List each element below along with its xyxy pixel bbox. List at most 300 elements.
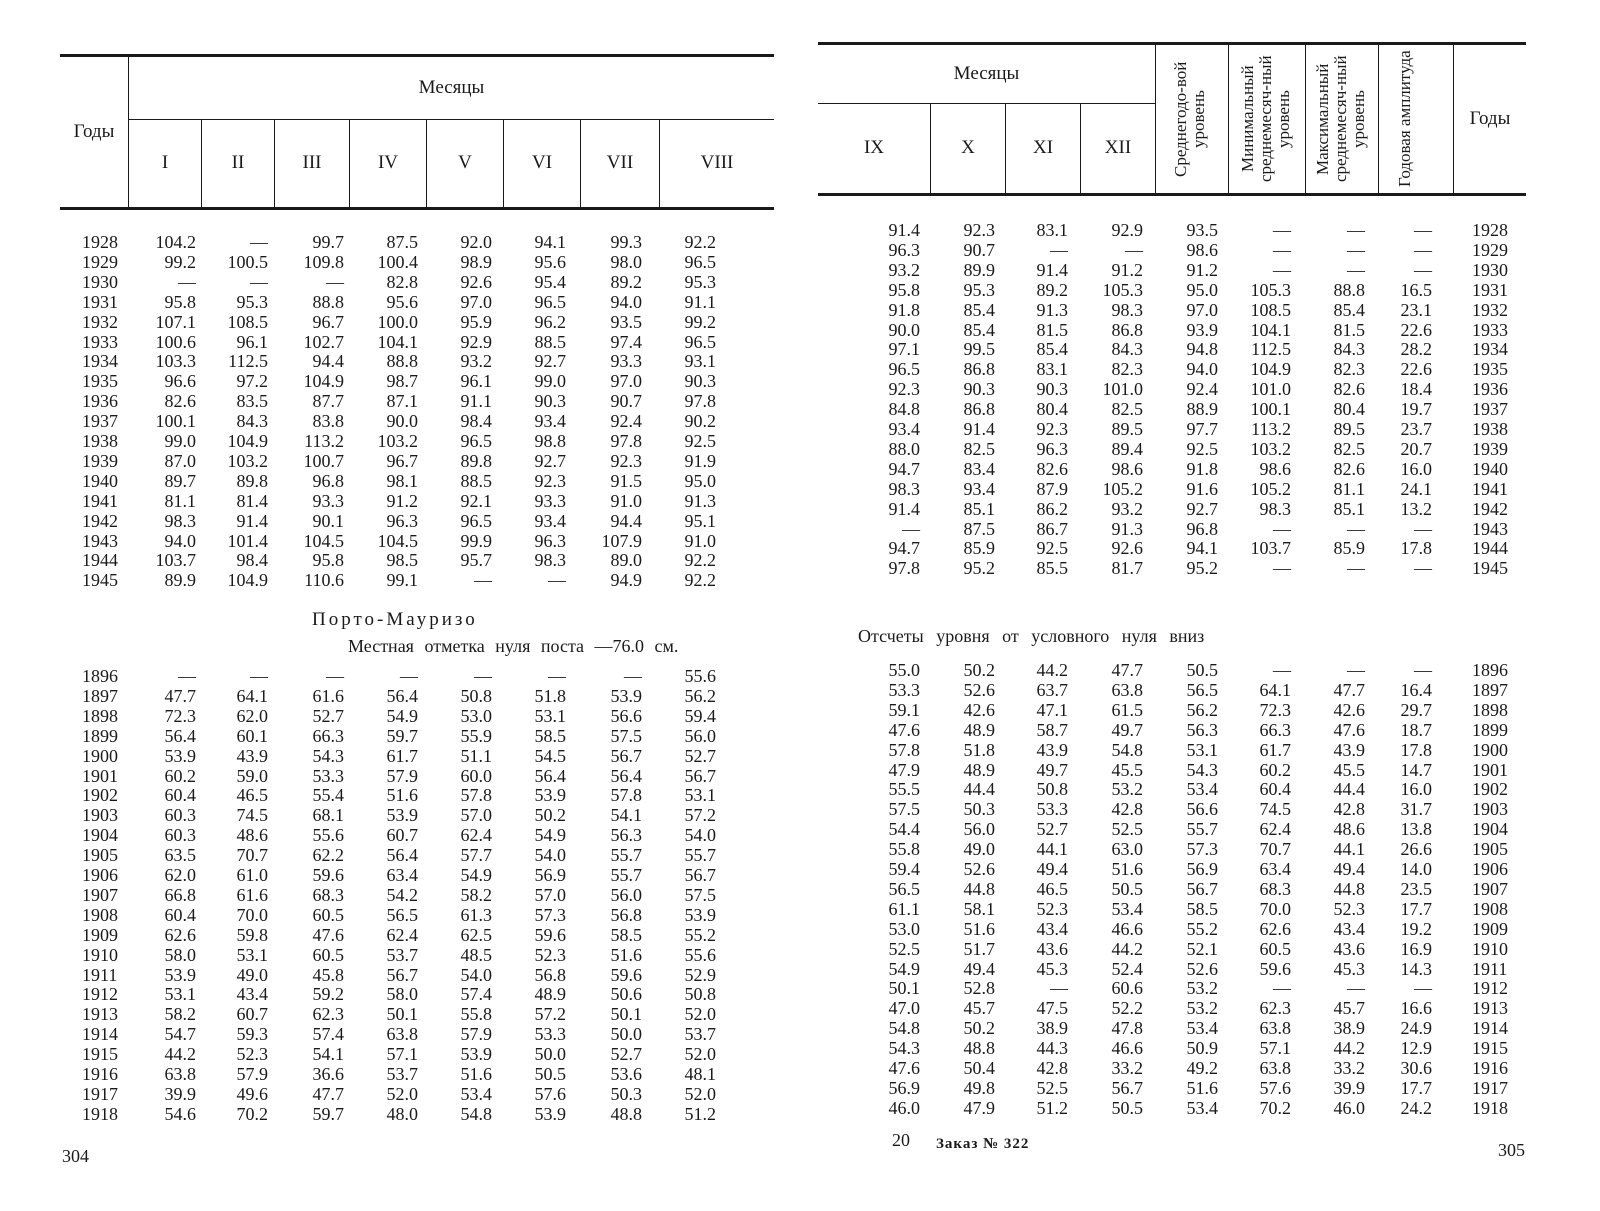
value-cell: 22.6 (1400, 319, 1432, 340)
value-cell: 91.4 (888, 220, 920, 240)
value-cell: 36.6 (312, 1064, 344, 1084)
value-cell: 82.6 (1333, 379, 1365, 400)
value-cell: 47.0 (888, 998, 920, 1019)
year-cell: 1907 (1472, 878, 1508, 899)
value-cell: 89.4 (1111, 438, 1143, 459)
month-header: VIII (700, 152, 734, 174)
value-cell: 52.7 (684, 745, 716, 766)
value-cell: 51.2 (1036, 1097, 1068, 1118)
value-cell: 57.6 (534, 1083, 566, 1104)
value-cell: 86.8 (963, 399, 995, 420)
table-row (0, 292, 800, 312)
value-cell: 53.9 (164, 964, 196, 985)
value-cell: 91.8 (888, 299, 920, 320)
value-cell: 50.2 (534, 805, 566, 826)
value-cell: — (624, 666, 642, 686)
station-note: Отсчеты уровня от условного нуля вниз (858, 626, 1205, 646)
value-cell: 88.8 (1333, 279, 1365, 300)
year-cell: 1915 (82, 1044, 118, 1065)
value-cell: 12.9 (1400, 1038, 1432, 1059)
table-row (0, 746, 800, 766)
table-row (0, 965, 800, 985)
value-cell: 81.5 (1333, 319, 1365, 340)
value-cell: 42.6 (1333, 699, 1365, 720)
value-cell: 70.2 (1259, 1097, 1291, 1118)
value-cell: 57.8 (610, 785, 642, 806)
value-cell: 96.3 (534, 530, 566, 551)
year-cell: 1902 (1472, 779, 1508, 800)
value-cell: 13.8 (1400, 819, 1432, 840)
value-cell: 82.5 (1333, 438, 1365, 459)
value-cell: 51.1 (460, 745, 492, 766)
value-cell: — (1273, 518, 1291, 539)
month-header: IX (818, 103, 931, 193)
year-cell: 1930 (82, 271, 118, 292)
value-cell: 96.8 (1186, 518, 1218, 539)
value-cell: 47.6 (312, 924, 344, 945)
table-row (800, 439, 1600, 459)
value-cell: 17.8 (1400, 739, 1432, 760)
value-cell: 49.0 (963, 839, 995, 860)
value-cell: 52.2 (1111, 998, 1143, 1019)
value-cell: 39.9 (164, 1083, 196, 1104)
table-row (0, 1064, 800, 1084)
value-cell: 49.0 (236, 964, 268, 985)
value-cell: 89.7 (164, 470, 196, 491)
value-cell: 94.0 (610, 291, 642, 312)
value-cell: 103.7 (155, 550, 196, 571)
value-cell: 92.2 (684, 550, 716, 571)
value-cell: 90.0 (888, 319, 920, 340)
value-cell: 61.1 (888, 898, 920, 919)
station-title: Порто-Мауризо (312, 609, 478, 630)
value-cell: 96.7 (312, 311, 344, 332)
value-cell: 43.9 (1333, 739, 1365, 760)
value-cell: 66.3 (312, 725, 344, 746)
month-header: V (427, 119, 504, 207)
value-cell: — (1347, 660, 1365, 680)
table-row (800, 839, 1600, 859)
value-cell: 96.5 (684, 331, 716, 352)
value-cell: 88.8 (386, 351, 418, 372)
value-cell: 53.4 (1111, 898, 1143, 919)
value-cell: 54.0 (684, 825, 716, 846)
value-cell: 102.7 (303, 331, 344, 352)
table-row (0, 312, 800, 332)
value-cell: 14.7 (1400, 759, 1432, 780)
value-cell: 97.8 (888, 558, 920, 579)
years-header: Годы (1469, 108, 1511, 129)
value-cell: 98.3 (1259, 498, 1291, 519)
table-row (800, 879, 1600, 899)
table-row (0, 726, 800, 746)
value-cell: 22.6 (1400, 359, 1432, 380)
value-cell: 29.7 (1400, 699, 1432, 720)
table-row (800, 379, 1600, 399)
value-cell: 101.0 (1250, 379, 1291, 400)
value-cell: 56.7 (1111, 1077, 1143, 1098)
table-row (800, 320, 1600, 340)
value-cell: 44.4 (1333, 779, 1365, 800)
value-cell: 58.5 (534, 725, 566, 746)
value-cell: 53.9 (534, 785, 566, 806)
value-cell: 87.5 (386, 232, 418, 252)
value-cell: 54.2 (386, 884, 418, 905)
value-cell: 55.2 (1186, 918, 1218, 939)
value-cell: 16.9 (1400, 938, 1432, 959)
value-cell: 98.7 (386, 371, 418, 392)
value-cell: 51.6 (610, 944, 642, 965)
value-cell: 92.6 (1111, 538, 1143, 559)
value-cell: 53.9 (610, 685, 642, 706)
year-cell: 1899 (82, 725, 118, 746)
value-cell: 56.4 (610, 765, 642, 786)
value-cell: 51.6 (386, 785, 418, 806)
value-cell: 45.5 (1333, 759, 1365, 780)
month-header: VII (581, 119, 660, 207)
value-cell: 56.7 (684, 865, 716, 885)
value-cell: 45.3 (1036, 958, 1068, 979)
value-cell: 52.6 (963, 859, 995, 879)
value-cell: — (1273, 978, 1291, 999)
value-cell: 88.9 (1186, 399, 1218, 420)
value-cell: — (1347, 239, 1365, 260)
value-cell: 57.2 (534, 1004, 566, 1025)
year-cell: 1937 (1472, 399, 1508, 420)
value-cell: 91.5 (610, 470, 642, 491)
year-cell: 1941 (1472, 478, 1508, 499)
value-cell: 92.9 (1111, 220, 1143, 240)
value-cell: 52.7 (312, 705, 344, 726)
value-cell: 85.4 (1333, 299, 1365, 320)
value-cell: 53.4 (1186, 1097, 1218, 1118)
value-cell: 49.6 (236, 1083, 268, 1104)
value-cell: 94.1 (534, 232, 566, 252)
value-cell: 53.7 (386, 1064, 418, 1084)
value-cell: 93.4 (963, 478, 995, 499)
value-cell: 98.4 (236, 550, 268, 571)
value-cell: 50.8 (1036, 779, 1068, 800)
value-cell: 50.2 (963, 660, 995, 680)
avg-header-text: Среднегодо-вой уровень (1171, 61, 1208, 177)
table-row (800, 819, 1600, 839)
value-cell: 56.0 (684, 725, 716, 746)
month-header: I (129, 119, 202, 207)
value-cell: 89.0 (610, 550, 642, 571)
table-row (0, 1024, 800, 1044)
table-row (0, 491, 800, 511)
value-cell: 95.8 (164, 291, 196, 312)
value-cell: 95.0 (1186, 279, 1218, 300)
table-row (800, 760, 1600, 780)
value-cell: 43.4 (1036, 918, 1068, 939)
value-cell: 92.7 (1186, 498, 1218, 519)
value-cell: 50.3 (963, 799, 995, 820)
value-cell: 96.1 (460, 371, 492, 392)
value-cell: 95.2 (1186, 558, 1218, 579)
year-cell: 1944 (82, 550, 118, 571)
value-cell: 80.4 (1036, 399, 1068, 420)
table-row (800, 260, 1600, 280)
year-cell: 1900 (1472, 739, 1508, 760)
value-cell: 93.2 (460, 351, 492, 372)
value-cell: 62.6 (164, 924, 196, 945)
value-cell: — (326, 666, 344, 686)
value-cell: 92.3 (888, 379, 920, 400)
table-row (800, 1078, 1600, 1098)
value-cell: 64.1 (236, 685, 268, 706)
value-cell: 92.5 (1186, 438, 1218, 459)
value-cell: 62.4 (1259, 819, 1291, 840)
value-cell: 53.4 (460, 1083, 492, 1104)
value-cell: 54.8 (888, 1018, 920, 1039)
value-cell: 53.1 (534, 705, 566, 726)
year-cell: 1933 (1472, 319, 1508, 340)
value-cell: 57.1 (1259, 1038, 1291, 1059)
value-cell: 95.2 (963, 558, 995, 579)
value-cell: 54.3 (1186, 759, 1218, 780)
year-cell: 1897 (1472, 679, 1508, 700)
value-cell: — (1414, 518, 1432, 539)
year-cell: 1917 (82, 1083, 118, 1104)
value-cell: 58.0 (386, 984, 418, 1005)
order-number: Заказ № 322 (936, 1136, 1030, 1152)
value-cell: 82.5 (963, 438, 995, 459)
value-cell: 89.8 (460, 450, 492, 471)
value-cell: 63.8 (1259, 1018, 1291, 1039)
table-row (0, 332, 800, 352)
value-cell: 113.2 (1251, 419, 1291, 439)
min-header-text: Минимальный среднемесяч-ный уровень (1238, 55, 1293, 183)
value-cell: 96.5 (684, 251, 716, 272)
page-number: 304 (62, 1146, 89, 1166)
value-cell: 87.7 (312, 391, 344, 412)
value-cell: 89.2 (610, 271, 642, 292)
value-cell: 59.3 (236, 1024, 268, 1045)
year-cell: 1910 (1472, 938, 1508, 959)
value-cell: 53.2 (1111, 779, 1143, 800)
value-cell: 96.3 (888, 239, 920, 260)
value-cell: 70.0 (1259, 898, 1291, 919)
value-cell: 56.4 (534, 765, 566, 786)
value-cell: — (1347, 558, 1365, 579)
table-row (0, 885, 800, 905)
value-cell: 94.0 (1186, 359, 1218, 380)
value-cell: 63.8 (386, 1024, 418, 1045)
value-cell: 108.5 (227, 311, 268, 332)
value-cell: 50.5 (534, 1064, 566, 1084)
value-cell: 44.8 (1333, 878, 1365, 899)
value-cell: 61.6 (312, 685, 344, 706)
value-cell: 56.0 (610, 884, 642, 905)
value-cell: — (1414, 558, 1432, 579)
value-cell: — (1414, 978, 1432, 999)
year-cell: 1905 (1472, 839, 1508, 860)
value-cell: 84.3 (1111, 339, 1143, 360)
value-cell: 103.2 (227, 450, 268, 471)
year-cell: 1929 (82, 251, 118, 272)
value-cell: — (1273, 259, 1291, 280)
value-cell: 53.0 (460, 705, 492, 726)
year-cell: 1935 (82, 371, 118, 392)
value-cell: 58.1 (963, 898, 995, 919)
value-cell: 95.9 (460, 311, 492, 332)
value-cell: 50.5 (1111, 1097, 1143, 1118)
value-cell: 105.3 (1102, 279, 1143, 300)
value-cell: 49.2 (1186, 1058, 1218, 1078)
value-cell: 49.4 (1036, 859, 1068, 879)
table-row (800, 978, 1600, 998)
value-cell: 55.8 (888, 839, 920, 860)
year-cell: 1938 (1472, 419, 1508, 439)
year-cell: 1896 (1472, 660, 1508, 680)
value-cell: 85.1 (1333, 498, 1365, 519)
header-bottom-rule (818, 193, 1526, 196)
value-cell: 43.6 (1333, 938, 1365, 959)
value-cell: 99.1 (386, 570, 418, 591)
table-row (800, 519, 1600, 539)
table-row (0, 252, 800, 272)
value-cell: 86.8 (963, 359, 995, 380)
value-cell: 57.0 (460, 805, 492, 826)
value-cell: 39.9 (1333, 1077, 1365, 1098)
value-cell: 88.0 (888, 438, 920, 459)
value-cell: — (1347, 978, 1365, 999)
value-cell: 91.9 (684, 450, 716, 471)
value-cell: 45.5 (1111, 759, 1143, 780)
value-cell: 26.6 (1400, 839, 1432, 860)
year-cell: 1942 (1472, 498, 1508, 519)
value-cell: 53.2 (1186, 998, 1218, 1019)
value-cell: 90.3 (534, 391, 566, 412)
table-row (0, 686, 800, 706)
value-cell: 55.8 (460, 1004, 492, 1025)
value-cell: 98.8 (534, 431, 566, 451)
table-row (800, 280, 1600, 300)
value-cell: 93.4 (534, 411, 566, 432)
year-cell: 1940 (1472, 458, 1508, 479)
value-cell: 13.2 (1400, 498, 1432, 519)
value-cell: 63.8 (164, 1064, 196, 1084)
value-cell: 87.5 (963, 518, 995, 539)
value-cell: 85.4 (963, 319, 995, 340)
table-row (0, 1044, 800, 1064)
value-cell: 48.9 (534, 984, 566, 1005)
year-cell: 1929 (1472, 239, 1508, 260)
value-cell: 54.5 (534, 745, 566, 766)
value-cell: — (1414, 239, 1432, 260)
value-cell: 54.7 (164, 1024, 196, 1045)
value-cell: 63.4 (1259, 859, 1291, 879)
value-cell: 58.5 (1186, 898, 1218, 919)
value-cell: 82.3 (1111, 359, 1143, 380)
table-row (0, 805, 800, 825)
value-cell: 43.6 (1036, 938, 1068, 959)
value-cell: 60.6 (1111, 978, 1143, 999)
table-row (0, 865, 800, 885)
value-cell: 57.4 (460, 984, 492, 1005)
value-cell: 46.5 (1036, 878, 1068, 899)
value-cell: 81.1 (1333, 478, 1365, 499)
value-cell: 60.5 (1259, 938, 1291, 959)
table-row (800, 220, 1600, 240)
table-row (0, 706, 800, 726)
value-cell: 47.9 (888, 759, 920, 780)
value-cell: 94.4 (312, 351, 344, 372)
table-row (0, 451, 800, 471)
year-cell: 1931 (1472, 279, 1508, 300)
value-cell: 55.4 (312, 785, 344, 806)
value-cell: 92.3 (534, 470, 566, 491)
value-cell: 51.6 (1186, 1077, 1218, 1098)
value-cell: 68.3 (1259, 878, 1291, 899)
value-cell: 92.5 (684, 431, 716, 451)
value-cell: 63.5 (164, 845, 196, 866)
value-cell: 48.5 (460, 944, 492, 965)
table-row (0, 391, 800, 411)
value-cell: 88.5 (534, 331, 566, 352)
value-cell: 50.4 (963, 1058, 995, 1078)
value-cell: 90.0 (386, 411, 418, 432)
value-cell: 72.3 (164, 705, 196, 726)
value-cell: 44.2 (1036, 660, 1068, 680)
value-cell: — (178, 271, 196, 292)
value-cell: 92.1 (460, 490, 492, 511)
value-cell: 96.5 (460, 431, 492, 451)
footer-number: 20 (892, 1130, 910, 1150)
year-cell: 1915 (1472, 1038, 1508, 1059)
value-cell: 103.3 (155, 351, 196, 372)
value-cell: 70.0 (236, 904, 268, 925)
value-cell: 52.0 (684, 1044, 716, 1065)
value-cell: 104.1 (1250, 319, 1291, 340)
value-cell: 45.7 (1333, 998, 1365, 1019)
value-cell: 57.2 (684, 805, 716, 826)
value-cell: 33.2 (1111, 1058, 1143, 1078)
value-cell: — (902, 518, 920, 539)
value-cell: 52.5 (888, 938, 920, 959)
value-cell: 103.2 (377, 431, 418, 451)
value-cell: 61.7 (386, 745, 418, 766)
value-cell: 56.8 (534, 964, 566, 985)
value-cell: — (548, 570, 566, 591)
value-cell: 95.6 (386, 291, 418, 312)
value-cell: 56.5 (1186, 679, 1218, 700)
value-cell: 60.4 (164, 785, 196, 806)
value-cell: 50.2 (963, 1018, 995, 1039)
value-cell: 57.5 (888, 799, 920, 820)
value-cell: 68.3 (312, 884, 344, 905)
value-cell: 70.7 (236, 845, 268, 866)
value-cell: 91.0 (684, 530, 716, 551)
year-cell: 1932 (1472, 299, 1508, 320)
value-cell: 89.8 (236, 470, 268, 491)
table-row (800, 779, 1600, 799)
year-cell: 1902 (82, 785, 118, 806)
value-cell: 83.1 (1036, 359, 1068, 380)
value-cell: 92.7 (534, 351, 566, 372)
value-cell: 85.5 (1036, 558, 1068, 579)
year-cell: 1937 (82, 411, 118, 432)
year-cell: 1911 (82, 964, 118, 985)
value-cell: 95.0 (684, 470, 716, 491)
value-cell: 91.2 (1111, 259, 1143, 280)
value-cell: 92.4 (610, 411, 642, 432)
value-cell: 56.8 (610, 904, 642, 925)
value-cell: 49.4 (963, 958, 995, 979)
value-cell: 16.5 (1400, 279, 1432, 300)
value-cell: 98.3 (1111, 299, 1143, 320)
